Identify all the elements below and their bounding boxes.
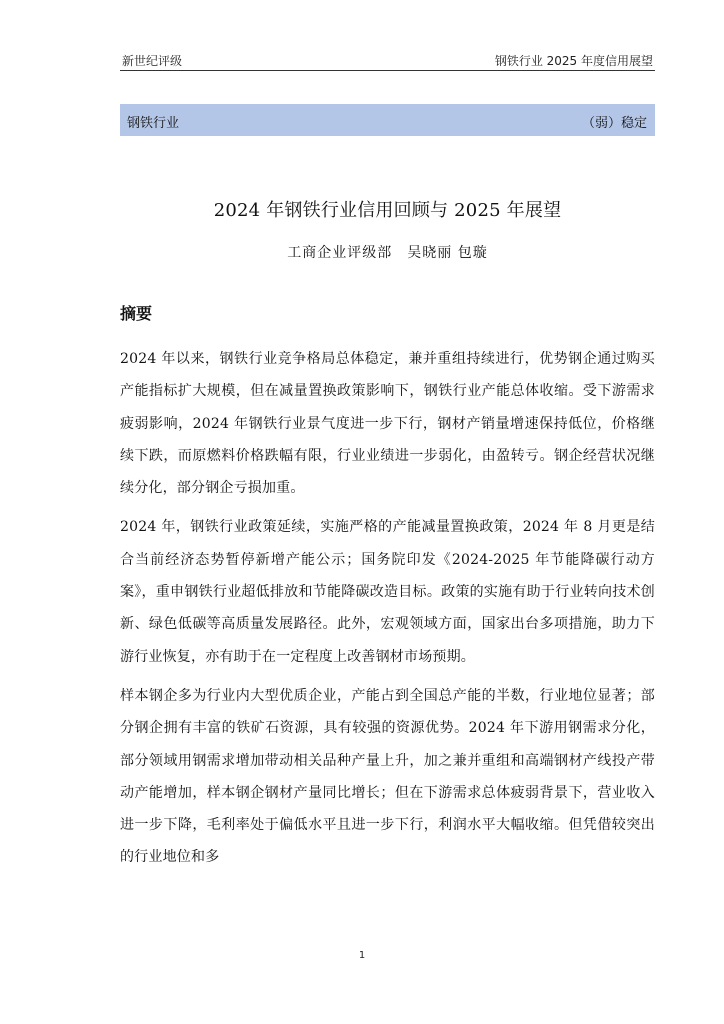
banner-outlook: （弱）稳定 [581, 116, 647, 131]
header-report-title: 钢铁行业 2025 年度信用展望 [494, 54, 653, 68]
page-number: 1 [358, 950, 366, 961]
banner-industry: 钢铁行业 [127, 116, 180, 131]
abstract-paragraph-2: 2024 年，钢铁行业政策延续，实施严格的产能减量置换政策，2024 年 8 月更是结合当前经济态势暂停新增产能公示；国务院印发《2024-2025 年节能降碳行动方案》，重申钢铁行业超低排放和节能降碳改造目标。政策的实施有助于行业转向技术创新、绿色低碳等高质量发展路径。此外，宏观领域方面，国家出台多项措施，助力下游行业恢复，亦有助于在一定程度上改善钢材市场预期。 [120, 519, 655, 665]
abstract-paragraph-1: 2024 年以来，钢铁行业竞争格局总体稳定，兼并重组持续进行，优势钢企通过购买产能指标扩大规模，但在减量置换政策影响下，钢铁行业产能总体收缩。受下游需求疲弱影响，2024 年钢铁行业景气度进一步下行，钢材产销量增速保持低位，价格继续下跌，而原燃料价格跌幅有限，行业业绩进一步弱化，由盈转亏。钢企经营状况继续分化，部分钢企亏损加重。 [120, 351, 655, 497]
authors-line: 工商企业评级部 吴晓丽 包璇 [287, 245, 488, 261]
section-heading-abstract: 摘要 [120, 304, 153, 323]
page-title: 2024 年钢铁行业信用回顾与 2025 年展望 [213, 200, 562, 221]
abstract-paragraph-3: 样本钢企多为行业内大型优质企业，产能占到全国总产能的半数，行业地位显著；部分钢企拥有丰富的铁矿石资源，具有较强的资源优势。2024 年下游用钢需求分化，部分领域用钢需求增加带动相关品种产量上升，加之兼并重组和高端钢材产线投产带动产能增加，样本钢企钢材产量同比增长；但在下游需求总体疲弱背景下，营业收入进一步下降，毛利率处于偏低水平且进一步下行，利润水平大幅收缩。但凭借较突出的行业地位和多 [120, 687, 655, 866]
abstract-body [120, 343, 655, 881]
page-header [120, 50, 655, 71]
header-org-name: 新世纪评级 [122, 54, 183, 68]
industry-banner [120, 104, 655, 136]
